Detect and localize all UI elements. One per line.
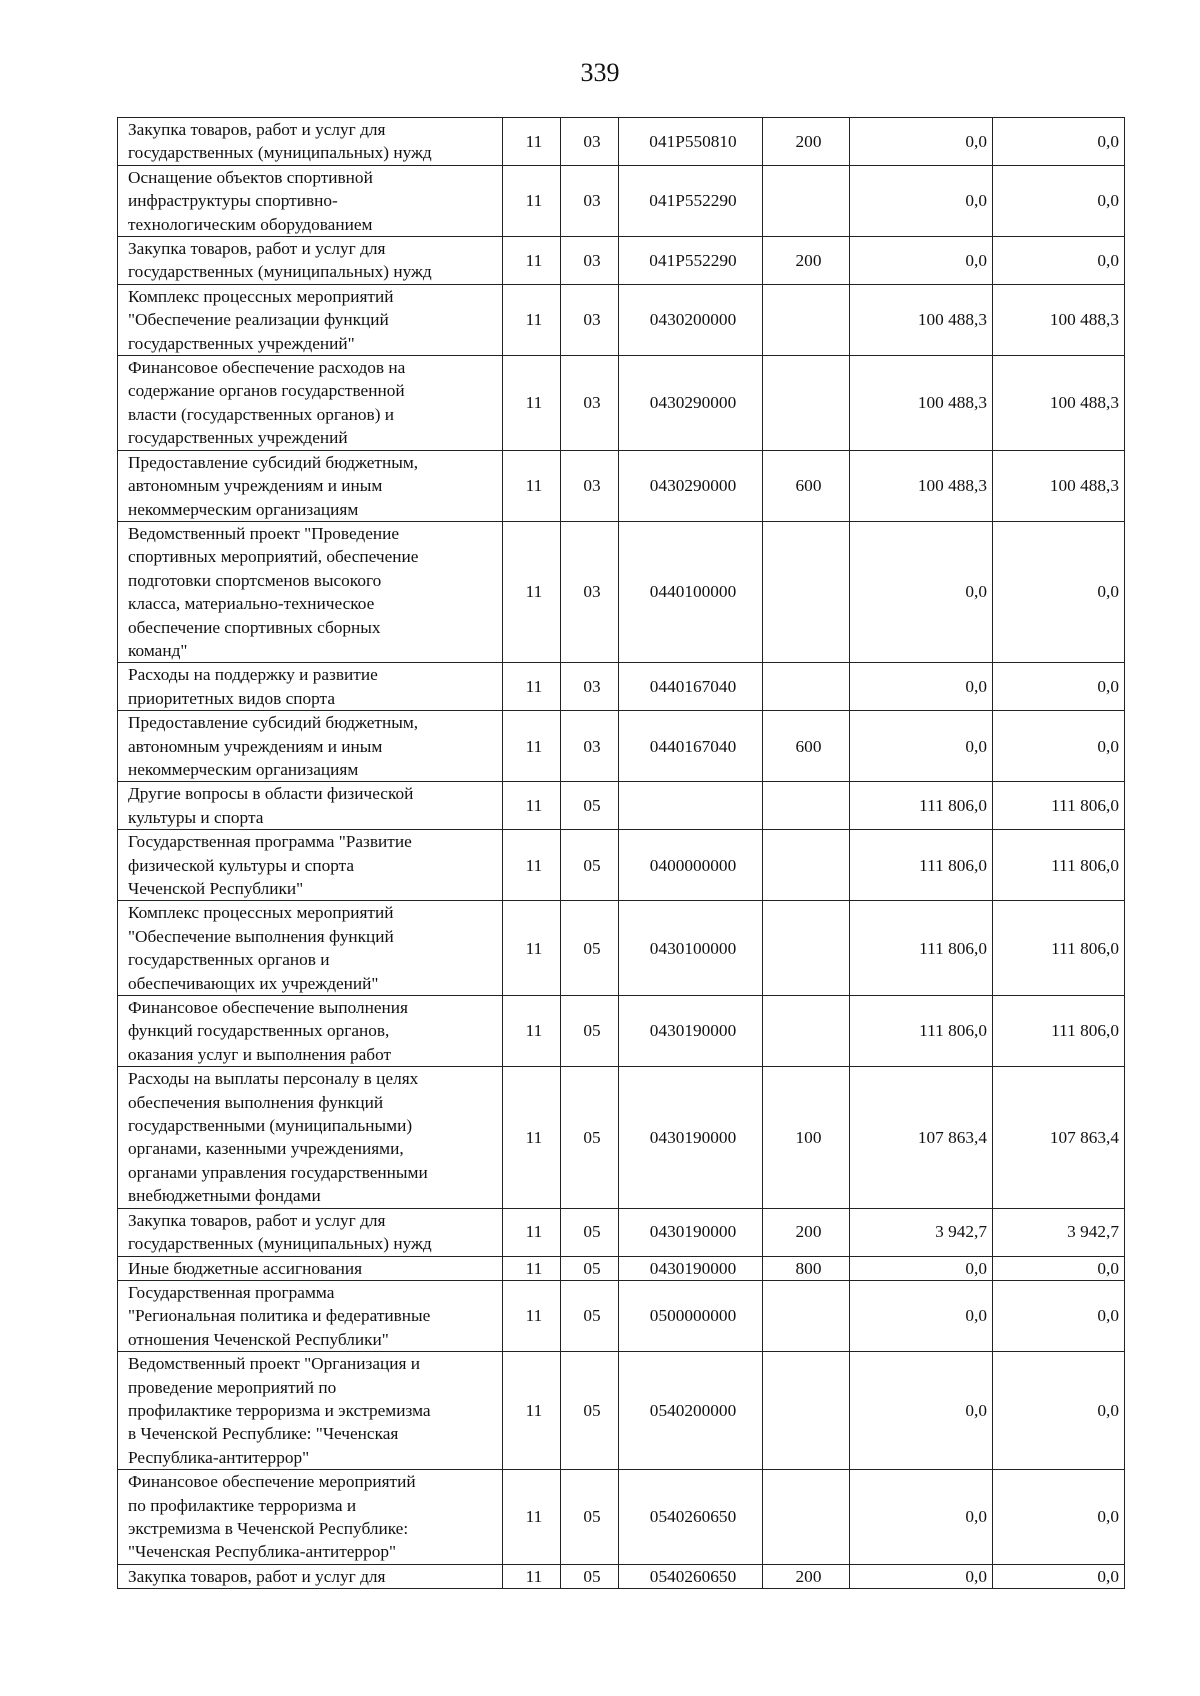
- section-code-cell: 11: [503, 521, 561, 662]
- amount-year2-cell: 100 488,3: [993, 284, 1125, 355]
- row-name-cell: Государственная программа "Региональная политика и федеративные отношения Чеченской Республики": [118, 1280, 503, 1351]
- row-name-cell: Ведомственный проект "Проведение спортивных мероприятий, обеспечение подготовки спортсменов высокого класса, материально-техническое обеспечение спортивных сборных команд": [118, 521, 503, 662]
- expense-type-cell: [763, 901, 850, 996]
- table-row: [118, 996, 1125, 1067]
- amount-year2-cell: 100 488,3: [993, 356, 1125, 451]
- target-article-cell: 0440167040: [619, 711, 763, 782]
- section-code-cell: 11: [503, 996, 561, 1067]
- amount-year1-cell: 0,0: [850, 1256, 993, 1280]
- amount-year2-cell: 100 488,3: [993, 450, 1125, 521]
- amount-year2-cell: 0,0: [993, 1256, 1125, 1280]
- section-code-cell: 11: [503, 118, 561, 166]
- page-number: 339: [580, 58, 620, 87]
- table-row: [118, 356, 1125, 451]
- expense-type-cell: [763, 284, 850, 355]
- row-name-cell: Закупка товаров, работ и услуг для: [118, 1564, 503, 1588]
- expense-type-cell: 600: [763, 450, 850, 521]
- subsection-code-cell: 05: [561, 1280, 619, 1351]
- target-article-cell: 041P552290: [619, 237, 763, 285]
- section-code-cell: 11: [503, 1208, 561, 1256]
- amount-year2-cell: 0,0: [993, 118, 1125, 166]
- subsection-code-cell: 05: [561, 1564, 619, 1588]
- amount-year1-cell: 3 942,7: [850, 1208, 993, 1256]
- target-article-cell: 0440100000: [619, 521, 763, 662]
- row-name-cell: Государственная программа "Развитие физической культуры и спорта Чеченской Республики": [118, 830, 503, 901]
- section-code-cell: 11: [503, 165, 561, 236]
- amount-year1-cell: 111 806,0: [850, 830, 993, 901]
- subsection-code-cell: 05: [561, 1067, 619, 1208]
- amount-year2-cell: 111 806,0: [993, 830, 1125, 901]
- row-name-cell: Оснащение объектов спортивной инфраструктуры спортивно- технологическим оборудованием: [118, 165, 503, 236]
- amount-year2-cell: 0,0: [993, 1470, 1125, 1565]
- expense-type-cell: 200: [763, 1208, 850, 1256]
- table-row: [118, 237, 1125, 285]
- table-row: [118, 118, 1125, 166]
- subsection-code-cell: 05: [561, 1208, 619, 1256]
- amount-year2-cell: 0,0: [993, 1564, 1125, 1588]
- target-article-cell: 0440167040: [619, 663, 763, 711]
- amount-year2-cell: 111 806,0: [993, 901, 1125, 996]
- amount-year2-cell: 0,0: [993, 663, 1125, 711]
- target-article-cell: 0430190000: [619, 1067, 763, 1208]
- section-code-cell: 11: [503, 782, 561, 830]
- row-name-cell: Комплекс процессных мероприятий "Обеспечение выполнения функций государственных органов и обеспечивающих их учреждений": [118, 901, 503, 996]
- target-article-cell: 0400000000: [619, 830, 763, 901]
- subsection-code-cell: 03: [561, 356, 619, 451]
- table-row: [118, 284, 1125, 355]
- table-row: [118, 165, 1125, 236]
- table-row: [118, 1256, 1125, 1280]
- amount-year2-cell: 3 942,7: [993, 1208, 1125, 1256]
- expense-type-cell: [763, 996, 850, 1067]
- amount-year1-cell: 0,0: [850, 165, 993, 236]
- table-row: [118, 1208, 1125, 1256]
- subsection-code-cell: 03: [561, 284, 619, 355]
- row-name-cell: Закупка товаров, работ и услуг для государственных (муниципальных) нужд: [118, 237, 503, 285]
- row-name-cell: Иные бюджетные ассигнования: [118, 1256, 503, 1280]
- row-name-cell: Финансовое обеспечение расходов на содержание органов государственной власти (государственных органов) и государственных учреждений: [118, 356, 503, 451]
- row-name-cell: Другие вопросы в области физической культуры и спорта: [118, 782, 503, 830]
- amount-year2-cell: 107 863,4: [993, 1067, 1125, 1208]
- subsection-code-cell: 03: [561, 118, 619, 166]
- subsection-code-cell: 03: [561, 711, 619, 782]
- amount-year1-cell: 100 488,3: [850, 450, 993, 521]
- amount-year2-cell: 111 806,0: [993, 996, 1125, 1067]
- section-code-cell: 11: [503, 1470, 561, 1565]
- expense-type-cell: 200: [763, 1564, 850, 1588]
- amount-year2-cell: 0,0: [993, 711, 1125, 782]
- section-code-cell: 11: [503, 711, 561, 782]
- amount-year1-cell: 107 863,4: [850, 1067, 993, 1208]
- subsection-code-cell: 03: [561, 450, 619, 521]
- target-article-cell: 0430290000: [619, 450, 763, 521]
- subsection-code-cell: 05: [561, 996, 619, 1067]
- row-name-cell: Финансовое обеспечение выполнения функций государственных органов, оказания услуг и выполнения работ: [118, 996, 503, 1067]
- table-row: [118, 711, 1125, 782]
- row-name-cell: Закупка товаров, работ и услуг для государственных (муниципальных) нужд: [118, 118, 503, 166]
- target-article-cell: 0430290000: [619, 356, 763, 451]
- row-name-cell: Расходы на поддержку и развитие приоритетных видов спорта: [118, 663, 503, 711]
- expense-type-cell: [763, 521, 850, 662]
- section-code-cell: 11: [503, 901, 561, 996]
- section-code-cell: 11: [503, 284, 561, 355]
- section-code-cell: 11: [503, 237, 561, 285]
- expense-type-cell: [763, 1352, 850, 1470]
- section-code-cell: 11: [503, 356, 561, 451]
- target-article-cell: 0430100000: [619, 901, 763, 996]
- section-code-cell: 11: [503, 450, 561, 521]
- subsection-code-cell: 05: [561, 1352, 619, 1470]
- table-row: [118, 1564, 1125, 1588]
- table-row: [118, 521, 1125, 662]
- subsection-code-cell: 03: [561, 165, 619, 236]
- subsection-code-cell: 05: [561, 830, 619, 901]
- amount-year1-cell: 0,0: [850, 1564, 993, 1588]
- section-code-cell: 11: [503, 1280, 561, 1351]
- amount-year1-cell: 0,0: [850, 521, 993, 662]
- section-code-cell: 11: [503, 1256, 561, 1280]
- amount-year2-cell: 0,0: [993, 1280, 1125, 1351]
- table-row: [118, 901, 1125, 996]
- row-name-cell: Комплекс процессных мероприятий "Обеспечение реализации функций государственных учреждений": [118, 284, 503, 355]
- subsection-code-cell: 05: [561, 1256, 619, 1280]
- target-article-cell: 0500000000: [619, 1280, 763, 1351]
- amount-year1-cell: 111 806,0: [850, 996, 993, 1067]
- expense-type-cell: [763, 1280, 850, 1351]
- expense-type-cell: 600: [763, 711, 850, 782]
- row-name-cell: Закупка товаров, работ и услуг для государственных (муниципальных) нужд: [118, 1208, 503, 1256]
- table-row: [118, 1280, 1125, 1351]
- target-article-cell: 0540260650: [619, 1564, 763, 1588]
- amount-year1-cell: 100 488,3: [850, 284, 993, 355]
- target-article-cell: 0430190000: [619, 1256, 763, 1280]
- section-code-cell: 11: [503, 1352, 561, 1470]
- target-article-cell: 0430190000: [619, 1208, 763, 1256]
- expense-type-cell: [763, 356, 850, 451]
- expense-type-cell: [763, 165, 850, 236]
- amount-year1-cell: 111 806,0: [850, 782, 993, 830]
- subsection-code-cell: 03: [561, 237, 619, 285]
- target-article-cell: 0430200000: [619, 284, 763, 355]
- amount-year1-cell: 100 488,3: [850, 356, 993, 451]
- amount-year1-cell: 0,0: [850, 1470, 993, 1565]
- table-row: [118, 782, 1125, 830]
- amount-year2-cell: 0,0: [993, 237, 1125, 285]
- amount-year2-cell: 0,0: [993, 1352, 1125, 1470]
- expense-type-cell: [763, 1470, 850, 1565]
- expense-type-cell: 800: [763, 1256, 850, 1280]
- amount-year2-cell: 111 806,0: [993, 782, 1125, 830]
- table-row: [118, 830, 1125, 901]
- target-article-cell: 0540260650: [619, 1470, 763, 1565]
- amount-year1-cell: 0,0: [850, 1352, 993, 1470]
- subsection-code-cell: 03: [561, 663, 619, 711]
- amount-year1-cell: 111 806,0: [850, 901, 993, 996]
- table-row: [118, 1067, 1125, 1208]
- expense-type-cell: 200: [763, 237, 850, 285]
- row-name-cell: Ведомственный проект "Организация и проведение мероприятий по профилактике терроризма и экстремизма в Чеченской Республике: "Чеченская Республика-антитеррор": [118, 1352, 503, 1470]
- amount-year1-cell: 0,0: [850, 1280, 993, 1351]
- expense-type-cell: [763, 830, 850, 901]
- table-body: [118, 118, 1125, 1589]
- table-row: [118, 663, 1125, 711]
- row-name-cell: Предоставление субсидий бюджетным, автономным учреждениям и иным некоммерческим организациям: [118, 450, 503, 521]
- target-article-cell: 041P550810: [619, 118, 763, 166]
- target-article-cell: 0430190000: [619, 996, 763, 1067]
- subsection-code-cell: 05: [561, 782, 619, 830]
- expense-type-cell: [763, 782, 850, 830]
- section-code-cell: 11: [503, 1564, 561, 1588]
- target-article-cell: [619, 782, 763, 830]
- table-row: [118, 450, 1125, 521]
- target-article-cell: 0540200000: [619, 1352, 763, 1470]
- table-row: [118, 1470, 1125, 1565]
- table-row: [118, 1352, 1125, 1470]
- amount-year1-cell: 0,0: [850, 118, 993, 166]
- subsection-code-cell: 05: [561, 901, 619, 996]
- budget-table: [117, 117, 1125, 1589]
- amount-year1-cell: 0,0: [850, 663, 993, 711]
- section-code-cell: 11: [503, 830, 561, 901]
- row-name-cell: Финансовое обеспечение мероприятий по профилактике терроризма и экстремизма в Чеченской Республике: "Чеченская Республика-антитеррор": [118, 1470, 503, 1565]
- amount-year1-cell: 0,0: [850, 237, 993, 285]
- subsection-code-cell: 03: [561, 521, 619, 662]
- target-article-cell: 041P552290: [619, 165, 763, 236]
- row-name-cell: Предоставление субсидий бюджетным, автономным учреждениям и иным некоммерческим организациям: [118, 711, 503, 782]
- subsection-code-cell: 05: [561, 1470, 619, 1565]
- row-name-cell: Расходы на выплаты персоналу в целях обеспечения выполнения функций государственными (муниципальными) органами, казенными учреждениями, органами управления государственными внебюджетными фондами: [118, 1067, 503, 1208]
- section-code-cell: 11: [503, 1067, 561, 1208]
- expense-type-cell: 200: [763, 118, 850, 166]
- amount-year1-cell: 0,0: [850, 711, 993, 782]
- amount-year2-cell: 0,0: [993, 165, 1125, 236]
- amount-year2-cell: 0,0: [993, 521, 1125, 662]
- expense-type-cell: 100: [763, 1067, 850, 1208]
- expense-type-cell: [763, 663, 850, 711]
- section-code-cell: 11: [503, 663, 561, 711]
